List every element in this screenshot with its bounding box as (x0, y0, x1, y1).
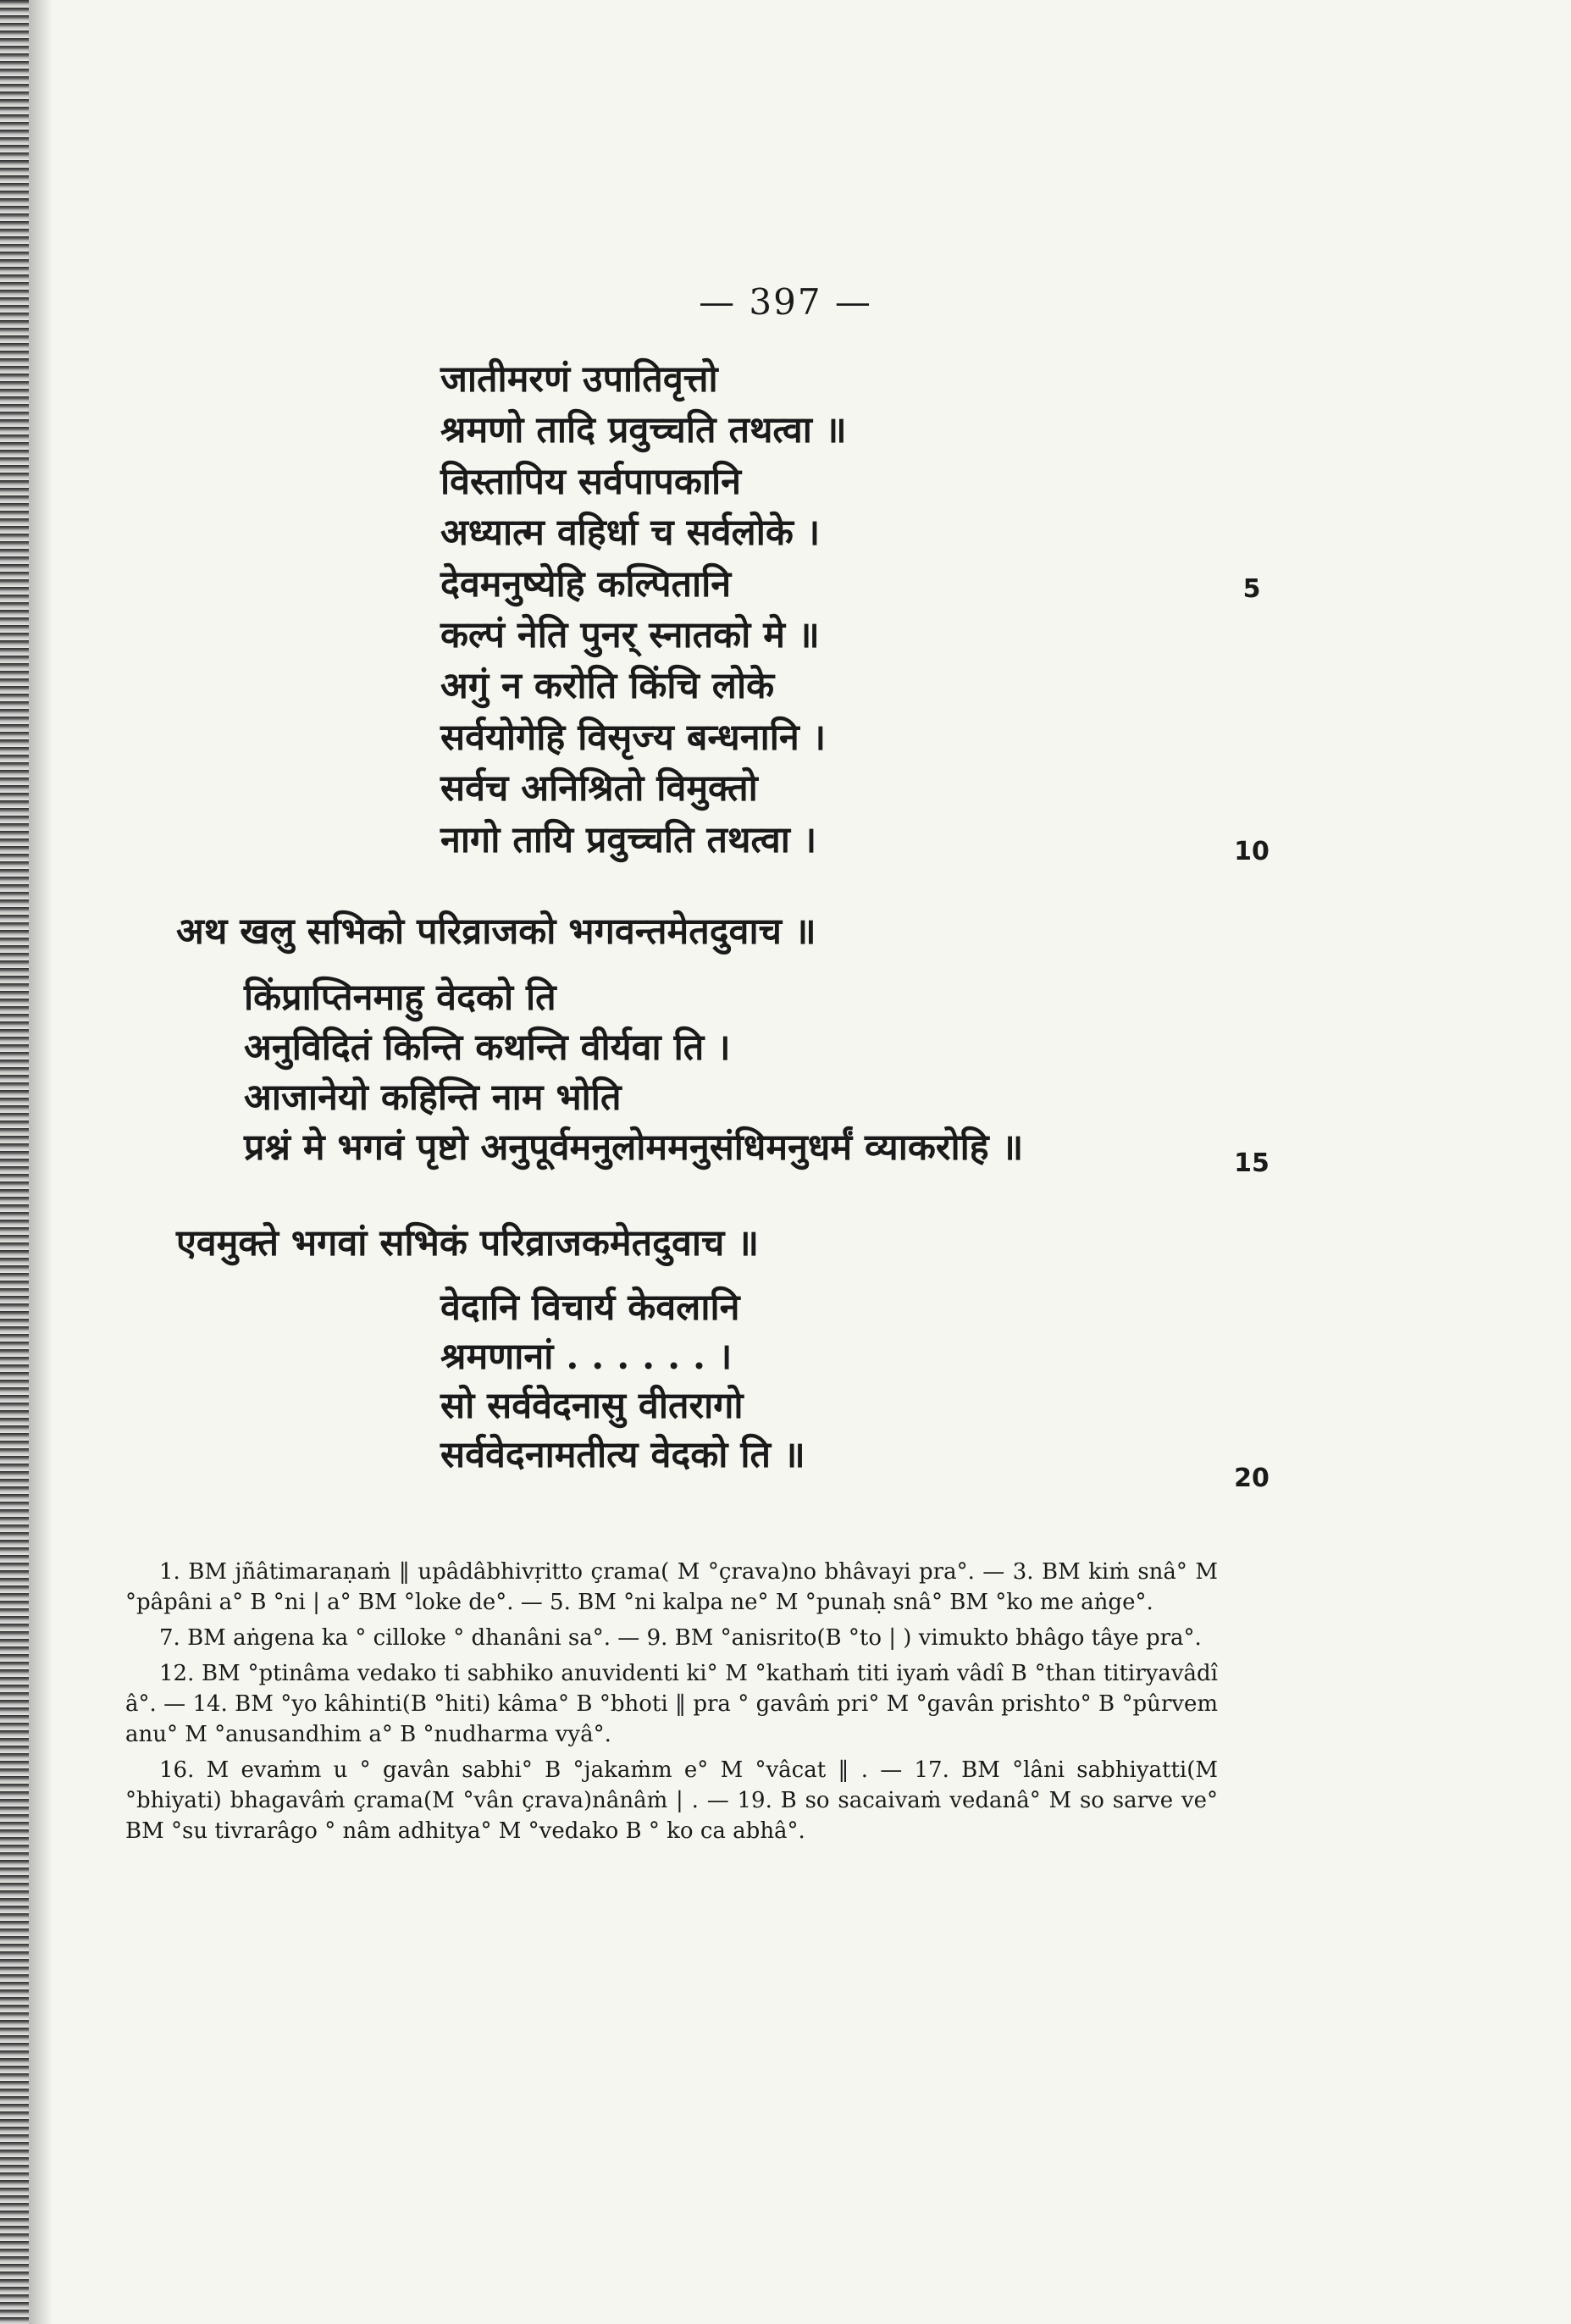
verse-line: देवमनुष्येहि कल्पितानि (440, 562, 732, 606)
verse-line: सो सर्ववेदनासु वीतरागो (440, 1385, 744, 1427)
footnote: 1. BM jñâtimaraṇaṁ ‖ upâdâbhivṛitto çrama( M °çrava)no bhâvayi pra°. — 3. BM kiṁ snâ° M °pâpâni a° B °ni | a° BM °loke de°. — 5. BM °ni kalpa ne° M °punaḥ snâ° BM °ko me aṅge°. (125, 1559, 1218, 1615)
verse-line: आजानेयो कहिन्ति नाम भोति (244, 1076, 622, 1119)
verse-line: श्रमणानां . . . . . . । (440, 1336, 733, 1378)
line-number-5: 5 (1242, 574, 1261, 604)
footnote: 16. M evaṁm u ° gavân sabhi° B °jakaṁm e° M °vâcat ‖ . — 17. BM °lâni sabhiyatti(M °bhiyati) bhagavâṁ çrama(M °vân çrava)nânâṁ | . — 19. B so sacaivaṁ vedanâ° M so sarve ve° BM °su tivrarâgo ° nâm adhitya° M °vedako B ° ko ca abhâ°. (125, 1757, 1218, 1844)
prose-line-2 (176, 1218, 759, 1269)
verse-line: नागो तायि प्रवुच्चति तथत्वा । (440, 818, 817, 861)
verse-line: अनुविदितं किन्ति कथन्ति वीर्यवा ति । (244, 1026, 731, 1069)
verse-line: सर्वयोगेहि विसृज्य बन्धनानि । (440, 716, 827, 759)
footnote: 7. BM aṅgena ka ° cilloke ° dhanâni sa°. — 9. BM °anisrito(B °to | ) vimukto bhâgo tâye pra°. (159, 1625, 1202, 1651)
verse-line: श्रमणो तादि प्रवुच्चति तथत्वा ॥ (440, 409, 847, 452)
line-number-10: 10 (1234, 837, 1270, 866)
verse-line: वेदानि विचार्य केवलानि (440, 1286, 740, 1329)
verse-line: प्रश्नं मे भगवं पृष्टो अनुपूर्वमनुलोममनुसंधिमनुधर्मं व्याकरोहि ॥ (244, 1126, 1024, 1169)
page-number: — 397 — (699, 281, 872, 323)
footnote: 12. BM °ptinâma vedako ti sabhiko anuvidenti ki° M °kathaṁ titi iyaṁ vâdî B °than titiryavâdî â°. — 14. BM °yo kâhinti(B °hiti) kâma° B °bhoti ‖ pra ° gavâṁ pri° M °gavân prishto° B °pûrvem anu° M °anusandhim a° B °nudharma vyâ°. (125, 1661, 1218, 1747)
prose-text: अथ खलु सभिको परिव्राजको भगवन्तमेतदुवाच ॥ (176, 910, 816, 953)
verse-line: सर्वच अनिश्रितो विमुक्तो (440, 767, 758, 811)
verse-line: किंप्राप्तिनमाहु वेदको ति (244, 977, 556, 1019)
prose-text: एवमुक्ते भगवां सभिकं परिव्राजकमेतदुवाच ॥ (176, 1222, 760, 1264)
binding-shadow (29, 0, 53, 2324)
prose-line-1 (176, 906, 816, 957)
verse-line: अध्यात्म वहिर्धा च सर्वलोके । (440, 512, 821, 555)
verse-line: सर्ववेदनामतीत्य वेदको ति ॥ (440, 1434, 805, 1476)
binding-edge (0, 0, 29, 2324)
verse-block-3 (440, 1282, 805, 1479)
verse-line: विस्तापिय सर्वपापकानि (440, 460, 742, 503)
verse-line: अगुं न करोति किंचि लोके (440, 665, 775, 708)
verse-block-1 (440, 354, 847, 866)
verse-block-2 (244, 972, 1023, 1172)
line-number-15: 15 (1234, 1148, 1270, 1178)
verse-line: कल्पं नेति पुनर् स्नातको मे ॥ (440, 613, 820, 656)
line-number-20: 20 (1234, 1464, 1270, 1493)
footnotes (125, 1557, 1218, 1851)
verse-line: जातीमरणं उपातिवृत्तो (440, 358, 718, 401)
